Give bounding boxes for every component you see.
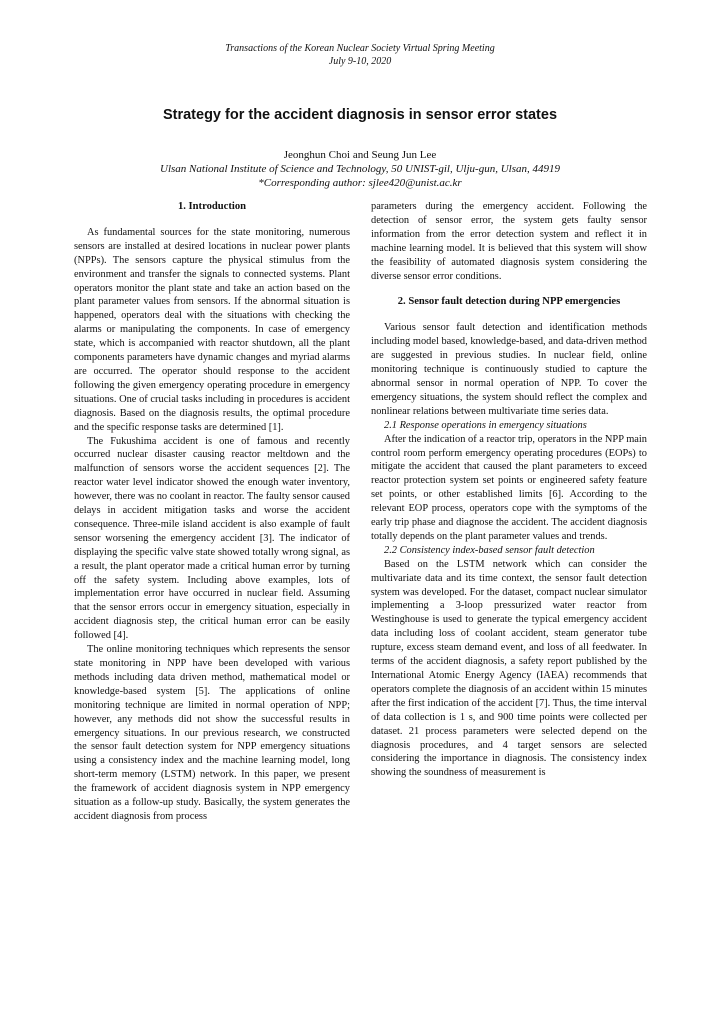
right-column xyxy=(371,200,647,780)
sec2-paragraph-1: Various sensor fault detection and identification methods including model based, knowledge-based, and data-driven method are suggested in previous studies. In nuclear field, online monitoring technique is continuously studied to capture the abnormal sensor in normal operation of NPP. To cover the emergency situations, the system should reflect the complex and nonlinear relations between multivariate time series data. xyxy=(371,322,647,417)
section-heading-sensor-fault-detection: 2. Sensor fault detection during NPP emergencies xyxy=(397,296,621,308)
running-header xyxy=(0,42,720,68)
author-names: Jeonghun Choi and Seung Jun Lee xyxy=(283,149,437,161)
intro-paragraph-3: The online monitoring techniques which represents the sensor state monitoring in NPP have been developed with various methods including data driven method, mathematical model or knowledge-based system [5]. The applications of online monitoring technique are limited in normal operation of NPP; however, any methods did not show the successful results in emergency situations. In our previous research, we constructed the sensor fault detection system for NPP emergency situations using a consistency index and the machine learning model, long short-term memory (LSTM) network. In this paper, we present the framework of accident diagnosis system in NPP emergency situation as a follow-up study. Basically, the system generates the accident diagnosis from process xyxy=(74,644,350,822)
subsection-heading-2-1: 2.1 Response operations in emergency situations xyxy=(384,419,587,431)
author-block xyxy=(0,148,720,190)
sec2-2-paragraph-1: Based on the LSTM network which can consider the multivariate data and its time context, the sensor fault detection system was developed. For the dataset, compact nuclear simulator implementing a 3-loop pressurized water reactor from Westinghouse is used to generate the typical emergency accident data including loss of coolant accident, steam generator tube rupture, excess steam demand event, and loss of all feedwater. In terms of the accident diagnosis, a safety report published by the International Atomic Energy Agency (IAEA) recommends that operators complete the diagnosis of an accident within 15 minutes after the first indication of the accident [7]. Thus, the time interval of data collection is 1 s, and 900 time points were collected per dataset. 21 process parameters were selected depend on the diagnosis procedures, and 4 target sensors are selected considering the importance in diagnosis. The consistency index showing the soundness of measurement is xyxy=(371,558,647,779)
intro-paragraph-4: parameters during the emergency accident. Following the detection of sensor error, the system gets faulty sensor information from the error detection system and reflect it in machine learning model. It is believed that this system will show the feasibility of automated diagnosis system considering the diverse sensor error conditions. xyxy=(371,201,647,282)
intro-paragraph-1: As fundamental sources for the state monitoring, numerous sensors are installed at desired locations in nuclear power plants (NPPs). The sensors capture the physical stimulus from the environment and transfer the signals to connected systems. Plant operators monitor the plant state and take an action based on the plant parameter values from sensors. If the abnormal situation is happened, operators deal with the situations with checking the alarms or manipulating the components. In case of emergency state, which is accompanied with reactor shutdown, all the plant components parameters have dynamic changes and myriad alarms are occurred. The operator should response to the accident following the given emergency operating procedure in emergency situations. One of crucial tasks including in procedures is accident diagnosis. Based on the diagnosis results, the optimal procedure and the specific response tasks are determined [1]. xyxy=(74,226,350,433)
paper-title: Strategy for the accident diagnosis in sensor error states xyxy=(162,107,558,123)
author-affiliation: Ulsan National Institute of Science and Technology, 50 UNIST-gil, Ulju-gun, Ulsan, 44919 xyxy=(160,163,560,175)
meeting-date: July 9-10, 2020 xyxy=(328,56,392,67)
journal-name: Transactions of the Korean Nuclear Society Virtual Spring Meeting xyxy=(225,43,495,54)
intro-paragraph-2: The Fukushima accident is one of famous and recently occurred nuclear disaster causing reactor meltdown and the malfunction of sensors worse the accident sequences [2]. The reactor water level indicator showed the enough water inventory, however, there was no coolant in reactor. The faulty sensor caused delays in accident mitigation tasks and worse the accident consequence. Three-mile island accident is also example of fault sensor worsening the emergency accident [3]. The indicator of displaying the specific valve state showed totally wrong signal, as a result, the plant operator made a critical human error by turning off the safety system. Including above examples, lots of implementation error have occurred in nuclear field. Assuming that the sensor errors occur in emergency situation, especially in accident diagnosis step, the critical human error can be easily followed [4]. xyxy=(74,435,350,642)
left-column xyxy=(74,200,350,824)
sec2-1-paragraph-1: After the indication of a reactor trip, operators in the NPP main control room perform emergency operating procedures (EOPs) to mitigate the accident that caused the plant parameters to exceed reactor protection system set points or engineered safety feature set points, or other established limits [6]. According to the relevant EOP process, operators cope with the symptoms of the early trip phase and diagnose the accident. The accident diagnosis totally depends on the plant parameter values and trends. xyxy=(371,433,647,542)
section-heading-introduction: 1. Introduction xyxy=(177,201,247,212)
subsection-heading-2-2: 2.2 Consistency index-based sensor fault detection xyxy=(384,544,595,556)
corresponding-author: *Corresponding author: sjlee420@unist.ac.kr xyxy=(258,177,462,189)
